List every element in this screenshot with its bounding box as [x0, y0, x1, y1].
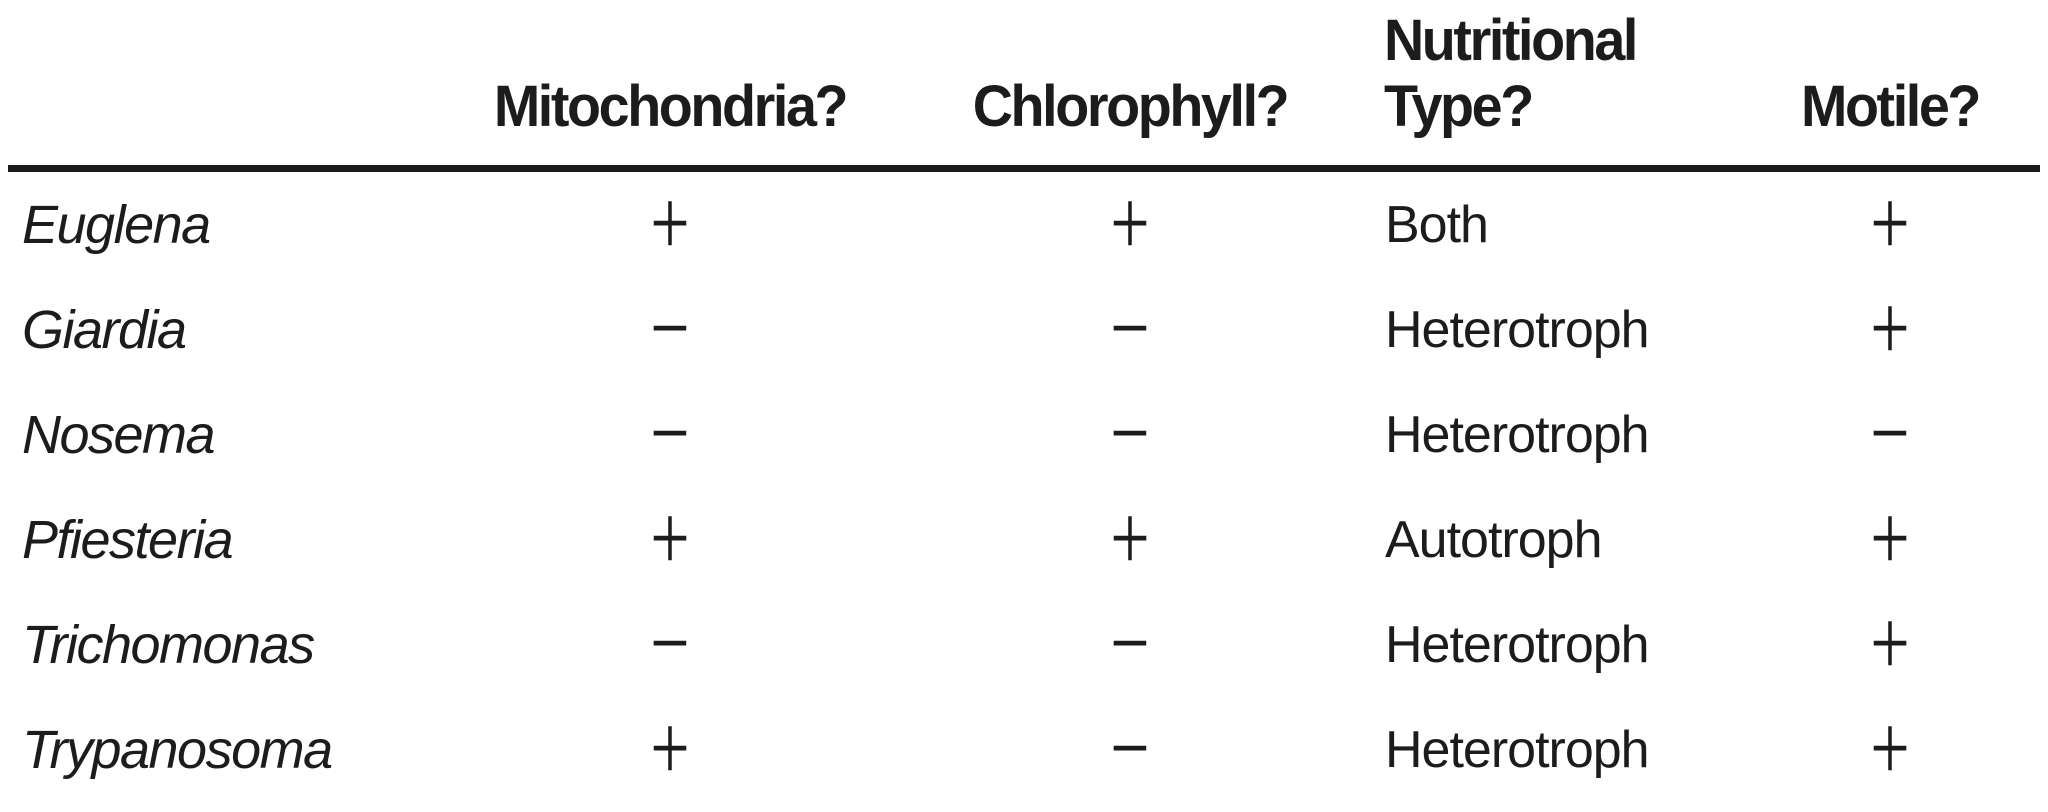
- organism-name: Trichomonas: [22, 614, 314, 675]
- plus-minus-sign: +: [1870, 591, 1910, 696]
- organism-name: Trypanosoma: [22, 719, 332, 780]
- chlorophyll-value: [900, 696, 1360, 801]
- organism-name: Giardia: [22, 299, 186, 360]
- mitochondria-value: [440, 696, 900, 801]
- organism-name: Nosema: [22, 404, 215, 465]
- plus-minus-sign: +: [1870, 171, 1910, 276]
- plus-minus-sign: −: [1110, 696, 1150, 801]
- column-header-nutritional-type: [1360, 8, 1725, 165]
- table-row: [8, 697, 2040, 802]
- column-header-motile: Motile?: [1800, 74, 1980, 140]
- nutritional-type-value: Autotroph: [1385, 510, 1602, 569]
- plus-minus-sign: −: [1870, 381, 1910, 486]
- motile-value: [1740, 486, 2040, 591]
- mitochondria-value: [440, 486, 900, 591]
- nutritional-type-value: Heterotroph: [1385, 615, 1649, 674]
- nutritional-type-value: Heterotroph: [1385, 405, 1649, 464]
- mitochondria-value: [440, 381, 900, 486]
- protist-comparison-table: [8, 0, 2040, 802]
- plus-minus-sign: +: [650, 171, 690, 276]
- mitochondria-value: [440, 591, 900, 696]
- plus-minus-sign: +: [650, 486, 690, 591]
- nutritional-type-value: Heterotroph: [1385, 720, 1649, 779]
- table-row: [8, 592, 2040, 697]
- column-header-mitochondria: Mitochondria?: [493, 74, 847, 140]
- motile-value: [1740, 696, 2040, 801]
- plus-minus-sign: +: [1110, 486, 1150, 591]
- nutritional-type-value: Heterotroph: [1385, 300, 1649, 359]
- mitochondria-value: [440, 171, 900, 276]
- chlorophyll-value: [900, 171, 1360, 276]
- plus-minus-sign: −: [1110, 276, 1150, 381]
- column-header-organism: [8, 141, 423, 165]
- chlorophyll-value: [900, 486, 1360, 591]
- motile-value: [1740, 591, 2040, 696]
- organism-name: Euglena: [22, 194, 210, 255]
- motile-value: [1740, 276, 2040, 381]
- table-row: [8, 277, 2040, 382]
- plus-minus-sign: −: [650, 381, 690, 486]
- plus-minus-sign: −: [1110, 591, 1150, 696]
- table-header-row: [8, 0, 2040, 172]
- mitochondria-value: [440, 276, 900, 381]
- table-row: [8, 172, 2040, 277]
- chlorophyll-value: [900, 591, 1360, 696]
- table-row: [8, 382, 2040, 487]
- plus-minus-sign: +: [1110, 171, 1150, 276]
- column-header-nutritional-line2: Type?: [1384, 74, 1532, 140]
- plus-minus-sign: +: [1870, 486, 1910, 591]
- plus-minus-sign: −: [1110, 381, 1150, 486]
- chlorophyll-value: [900, 381, 1360, 486]
- column-header-chlorophyll: Chlorophyll?: [972, 74, 1288, 140]
- nutritional-type-value: Both: [1385, 195, 1488, 254]
- plus-minus-sign: +: [1870, 696, 1910, 801]
- plus-minus-sign: +: [1870, 276, 1910, 381]
- table-row: [8, 487, 2040, 592]
- plus-minus-sign: −: [650, 591, 690, 696]
- column-header-nutritional-line1: Nutritional: [1384, 7, 1636, 73]
- motile-value: [1740, 381, 2040, 486]
- plus-minus-sign: −: [650, 276, 690, 381]
- motile-value: [1740, 171, 2040, 276]
- organism-name: Pfiesteria: [22, 509, 233, 570]
- plus-minus-sign: +: [650, 696, 690, 801]
- chlorophyll-value: [900, 276, 1360, 381]
